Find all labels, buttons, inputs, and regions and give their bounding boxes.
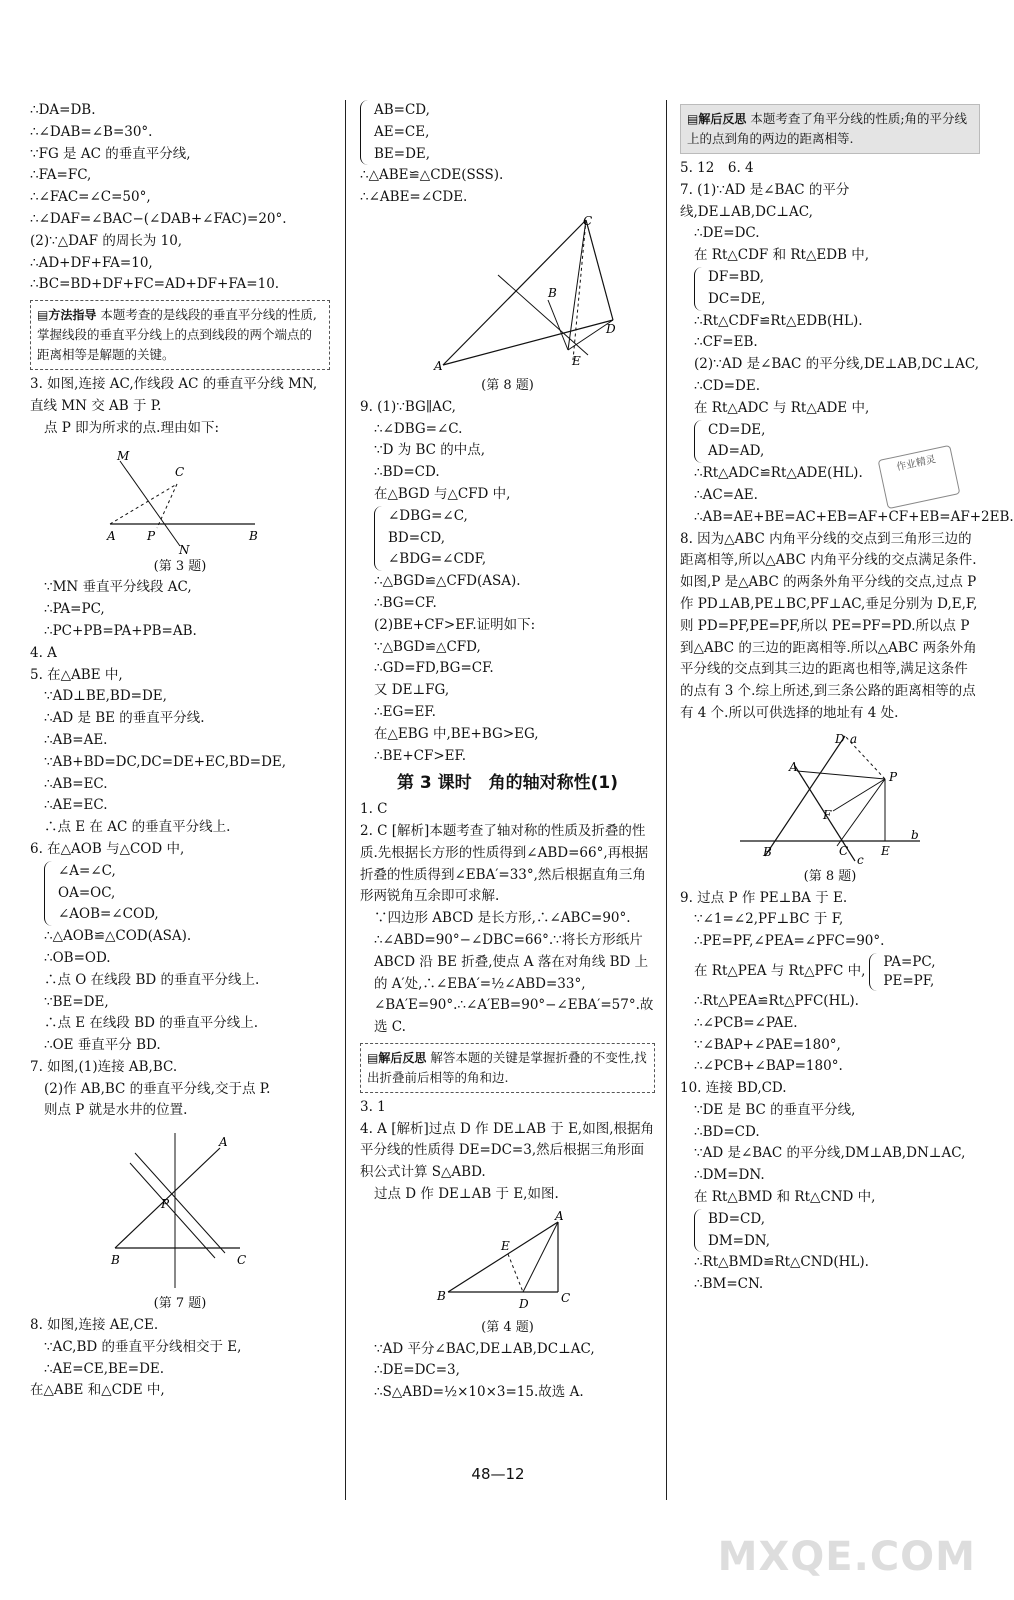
text-line: ∴DM=DN. [694, 1167, 765, 1184]
text-line: 8. 如图,连接 AE,CE. [30, 1317, 159, 1334]
svg-text:A: A [107, 528, 116, 543]
text-line: ∴∠ABD=90°−∠DBC=66°.∵将长方形纸片 ABCD 沿 BE 折叠,使点 A 落在对角线 BD 上的 A′处,∴∠EBA′=½∠ABD=33°, [374, 931, 649, 992]
brace-group [680, 1209, 980, 1253]
text-line: (2)∵△DAF 的周长为 10, [30, 232, 183, 249]
text-line: ∴△BGD≌△CFD(ASA). [374, 573, 521, 590]
text-line: ∴点 O 在线段 BD 的垂直平分线上. [44, 971, 260, 988]
text-line: DC=DE, [708, 290, 766, 307]
text-line: ∴Rt△CDF≌Rt△EDB(HL). [694, 312, 863, 329]
text-line: AB=CD, [374, 102, 430, 118]
text-line: ∴S△ABD=½×10×3=15.故选 A. [374, 1384, 584, 1401]
text-line: 过点 D 作 DE⊥AB 于 E,如图. [374, 1186, 559, 1203]
text-line: (2)BE+CF>EF.证明如下: [374, 616, 536, 633]
text-line: 在 Rt△ADC 与 Rt△ADE 中, [694, 399, 870, 416]
figure-caption: (第 8 题) [803, 868, 857, 884]
text-line: ∴AB=EC. [44, 775, 108, 792]
text-line: 在 Rt△CDF 和 Rt△EDB 中, [694, 247, 870, 264]
brace [694, 420, 705, 464]
svg-text:b: b [911, 827, 919, 842]
text-line: ∠BA′E=90°.∴∠A′EB=90°−∠EBA′=57°.故选 C. [374, 997, 654, 1036]
text-line: 5. 在△ABE 中, [30, 666, 123, 683]
text-line: ∴AD+DF+FA=10, [30, 254, 153, 271]
text-line: ∴∠ABE=∠CDE. [360, 189, 468, 206]
figure-q8-col3 [735, 731, 925, 866]
svg-text:D: D [605, 321, 616, 336]
svg-text:D: D [835, 731, 845, 746]
svg-text:A: A [433, 358, 443, 373]
text-line: ∠A=∠C, [58, 862, 116, 879]
text-line: ∴Rt△ADC≌Rt△ADE(HL). [694, 465, 863, 482]
text-line: ∵FG 是 AC 的垂直平分线, [30, 145, 191, 162]
text-line: ∴∠PCB=∠PAE. [694, 1014, 798, 1031]
text-line: ∴DA=DB. [30, 102, 96, 118]
text-line: ∵AD⊥BE,BD=DE, [44, 688, 167, 705]
text-line: 10. 连接 BD,CD. [680, 1080, 787, 1097]
figure-q4 [433, 1208, 583, 1317]
figure-caption: (第 8 题) [481, 377, 534, 393]
svg-text:B: B [111, 1253, 120, 1268]
text-line: 4. A [解析]过点 D 作 DE⊥AB 于 E,如图,根据角平分线的性质得 DE=DC=3,然后根据三角形面积公式计算 S△ABD. [360, 1120, 655, 1181]
svg-text:M: M [117, 448, 130, 463]
box-tag: ▤解后反思 [367, 1050, 427, 1065]
text-line: BD=CD, [388, 529, 446, 546]
brace [694, 1209, 705, 1253]
text-line: 3. 1 [360, 1098, 386, 1115]
text-line: OA=OC, [58, 884, 116, 901]
text-line: ∴Rt△PEA≌Rt△PFC(HL). [694, 992, 859, 1009]
box-text: 本题考查了角平分线的性质;角的平分线上的点到角的两边的距离相等. [687, 111, 968, 146]
text-line: ∵MN 垂直平分线段 AC, [44, 579, 192, 596]
text-line: ∵BE=DE, [44, 993, 109, 1010]
column-divider-left [345, 100, 346, 1500]
text-line: 在△ABE 和△CDE 中, [30, 1382, 165, 1399]
text-line: ∴∠FAC=∠C=50°, [30, 189, 151, 206]
text-line: DM=DN, [708, 1232, 771, 1249]
brace [694, 267, 705, 311]
brace [374, 506, 385, 571]
section-heading: 第 3 课时 角的轴对称性(1) [396, 773, 619, 794]
reflection-box [680, 104, 980, 154]
svg-text:c: c [857, 852, 864, 867]
text-line: ∴CF=EB. [694, 334, 758, 351]
text-line: ∵AD 平分∠BAC,DE⊥AB,DC⊥AC, [374, 1340, 595, 1357]
text-line: ∴OE 垂直平分 BD. [44, 1037, 161, 1054]
text-line: ∴∠DBG=∠C. [374, 420, 463, 437]
text-line: (2)作 AB,BC 的垂直平分线,交于点 P. [44, 1080, 271, 1097]
box-text: 本题考查的是线段的垂直平分线的性质,掌握线段的垂直平分线上的点到线段的两个端点的距离相等是解题的关键。 [37, 307, 317, 363]
text-line: ∠BDG=∠CDF, [388, 551, 487, 568]
svg-text:B: B [547, 285, 557, 300]
text-line: ∴BD=CD. [694, 1123, 760, 1140]
watermark: MXQE.COM [717, 1534, 976, 1580]
text-line: ∵∠1=∠2,PF⊥BC 于 F, [694, 911, 844, 928]
text-line: ∴OB=OD. [44, 949, 111, 966]
text-line: ∴∠DAB=∠B=30°. [30, 123, 153, 140]
text-line: ∵AC,BD 的垂直平分线相交于 E, [44, 1338, 242, 1355]
text-line: ∵AB+BD=DC,DC=DE+EC,BD=DE, [44, 753, 287, 770]
text-line: ∴GD=FD,BG=CF. [374, 660, 494, 677]
svg-text:A: A [789, 759, 798, 774]
method-guide-box [30, 300, 330, 370]
text-line: AE=CE, [374, 123, 430, 140]
svg-text:E: E [881, 843, 890, 858]
text-line: 2. C [解析]本题考查了轴对称的性质及折叠的性质.先根据长方形的性质得到∠ABD=66°,再根据折叠的性质得到∠EBA′=33°,然后根据直角三角形两锐角互余即可求解. [360, 822, 649, 905]
text-line: ∵D 为 BC 的中点, [374, 442, 486, 459]
text-line: 7. 如图,(1)连接 AB,BC. [30, 1058, 178, 1075]
text-line: ∠AOB=∠COD, [58, 906, 159, 923]
text-line: ∴PC+PB=PA+PB=AB. [44, 622, 197, 639]
text-line: ∴DE=DC. [694, 225, 760, 242]
text-line: (2)∵AD 是∠BAC 的平分线,DE⊥AB,DC⊥AC, [694, 356, 980, 373]
text-line: ∴PE=PF,∠PEA=∠PFC=90°. [694, 933, 885, 950]
text-line: BD=CD, [708, 1210, 766, 1227]
text-line: 9. 过点 P 作 PE⊥BA 于 E. [680, 889, 848, 906]
svg-text:P: P [161, 1197, 170, 1212]
column-3 [680, 100, 1014, 1296]
brace-group [360, 100, 655, 165]
text-line: PA=PC, [883, 953, 936, 970]
text-line: ∴BC=BD+DF+FC=AD+DF+FA=10. [30, 276, 280, 293]
text-line: ∴BG=CF. [374, 594, 437, 611]
text-line: 又 DE⊥FG, [374, 682, 450, 699]
box-text: 解答本题的关键是掌握折叠的不变性,找出折叠前后相等的角和边. [367, 1049, 647, 1085]
column-2 [360, 100, 655, 1404]
text-line: ∴BM=CN. [694, 1276, 764, 1293]
brace-group [869, 953, 935, 991]
text-line: 3. 如图,连接 AC,作线段 AC 的垂直平分线 MN,直线 MN 交 AB 于 P. [30, 376, 318, 414]
text-line: ∴PA=PC, [44, 601, 105, 618]
text-line: ∵△BGD≌△CFD, [374, 638, 481, 655]
brace [44, 861, 55, 926]
text-line: ∴CD=DE. [694, 377, 761, 394]
svg-text:a: a [850, 731, 858, 746]
text-line: 在△BGD 与△CFD 中, [374, 485, 511, 502]
reflection-box [360, 1043, 655, 1093]
svg-text:B: B [436, 1288, 446, 1303]
text-line: ∴∠PCB+∠BAP=180°. [694, 1058, 843, 1075]
text-line: 8. 因为△ABC 内角平分线的交点到三角形三边的距离相等,所以△ABC 内角平分线的交点满足条件.如图,P 是△ABC 的两条外角平分线的交点,过点 P 作 PD⊥AB,PE⊥BC,PF⊥AC,垂足分别为 D,E,F,则 PD=PF,PE=PF,所以 PE=PF=PD.所以点 P 到△ABC 的三边的距离相等.所以△ABC 两条外角平分线的交点到其三边的距离也相等,满足这条件的点有 3 个.综上所述,到三条公路的距离相等的点有 4 个.所以可供选择的地址有 4 处. [680, 530, 978, 721]
text-line: ∴BD=CD. [374, 464, 440, 481]
svg-text:D: D [518, 1296, 529, 1311]
text-line: 7. (1)∵AD 是∠BAC 的平分线,DE⊥AB,DC⊥AC, [680, 181, 850, 220]
svg-text:N: N [179, 542, 190, 557]
box-tag: ▤解后反思 [687, 112, 747, 126]
text-line: 1. C [360, 801, 388, 818]
brace [869, 953, 880, 991]
text-line: 在 Rt△BMD 和 Rt△CND 中, [694, 1189, 876, 1206]
text-line: ∵AD 是∠BAC 的平分线,DM⊥AB,DN⊥AC, [694, 1145, 966, 1162]
brace-group [680, 267, 980, 311]
text-line: ∵DE 是 BC 的垂直平分线, [694, 1101, 856, 1118]
svg-text:F: F [823, 807, 832, 822]
svg-text:C: C [175, 464, 185, 479]
figure-caption: (第 4 题) [481, 1319, 534, 1335]
text-line: 6. 在△AOB 与△COD 中, [30, 840, 185, 857]
text-line: 9. (1)∵BG∥AC, [360, 398, 456, 415]
brace-group [360, 506, 655, 571]
column-divider-right [666, 100, 667, 1500]
svg-text:A: A [219, 1135, 228, 1150]
svg-text:C: C [237, 1253, 247, 1268]
svg-text:P: P [147, 528, 156, 543]
text-line: ∴点 E 在 AC 的垂直平分线上. [44, 819, 231, 836]
text-line: 则点 P 就是水井的位置. [44, 1102, 188, 1119]
svg-text:A: A [554, 1208, 564, 1223]
figure-q8 [408, 213, 616, 375]
text-line: AD=AD, [708, 443, 765, 460]
svg-text:B: B [763, 844, 772, 859]
text-line: ∴AE=CE,BE=DE. [44, 1360, 165, 1377]
text-line: ∵四边形 ABCD 是长方形,∴∠ABC=90°. [374, 910, 631, 927]
svg-text:C: C [560, 1290, 570, 1305]
text-line: ∠DBG=∠C, [388, 507, 468, 524]
text-line: ∴EG=EF. [374, 703, 436, 720]
text-line: ∴AE=EC. [44, 797, 108, 814]
svg-text:C: C [582, 213, 592, 228]
svg-text:E: E [571, 353, 581, 368]
svg-text:B: B [249, 528, 258, 543]
svg-text:E: E [500, 1238, 510, 1253]
figure-caption: (第 7 题) [153, 1296, 207, 1312]
brace [360, 100, 371, 165]
figure-caption: (第 3 题) [153, 558, 207, 574]
text-line: ∴△AOB≌△COD(ASA). [44, 928, 192, 945]
text-line: BE=DE, [374, 145, 431, 162]
text-line: ∴AC=AE. [694, 486, 758, 503]
svg-text:C: C [839, 843, 849, 858]
column-1 [30, 100, 330, 1402]
figure-q7 [95, 1128, 265, 1293]
svg-text:P: P [889, 769, 898, 784]
text-line: CD=DE, [708, 421, 766, 438]
text-line: 在△EBG 中,BE+BG>EG, [374, 725, 539, 742]
text-line: DF=BD, [708, 268, 765, 285]
page-number: 48—12 [471, 1465, 525, 1483]
text-line: ∴AB=AE. [44, 731, 108, 748]
text-line: ∴点 E 在线段 BD 的垂直平分线上. [44, 1015, 259, 1032]
text-line: 点 P 即为所求的点.理由如下: [44, 419, 220, 436]
text-line: ∴∠DAF=∠BAC−(∠DAB+∠FAC)=20°. [30, 210, 287, 227]
text-line: PE=PF, [883, 972, 935, 989]
stamp-logo: 作业精灵 [878, 445, 961, 509]
text-line: ∴DE=DC=3, [374, 1362, 460, 1379]
text-line: ∴AB=AE+BE=AC+EB=AF+CF+EB=AF+2EB. [694, 508, 1014, 525]
text-span: 在 Rt△PEA 与 Rt△PFC 中, [694, 963, 866, 979]
text-line: ∴AD 是 BE 的垂直平分线. [44, 710, 205, 727]
figure-q3 [95, 446, 265, 556]
text-line: ∵∠BAP+∠PAE=180°, [694, 1036, 841, 1053]
text-line: 5. 12 6. 4 [680, 160, 754, 176]
text-line: 4. A [30, 644, 57, 661]
text-line: ∴FA=FC, [30, 167, 92, 184]
box-tag: ▤方法指导 [37, 308, 97, 323]
text-line: ∴BE+CF>EF. [374, 747, 467, 764]
text-line: ∴Rt△BMD≌Rt△CND(HL). [694, 1254, 869, 1271]
text-line: ∴△ABE≌△CDE(SSS). [360, 167, 504, 184]
brace-group [30, 861, 330, 926]
text-line [680, 953, 980, 991]
